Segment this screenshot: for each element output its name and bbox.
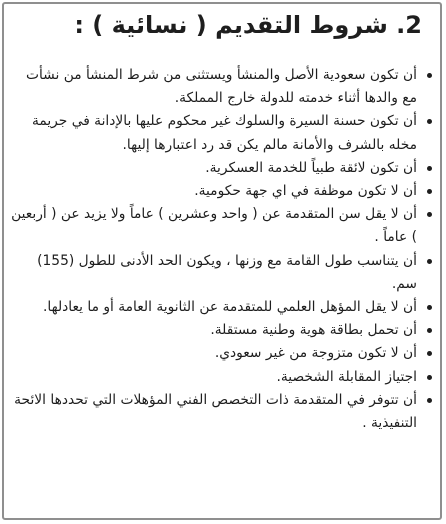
conditions-list bbox=[10, 64, 434, 435]
bullet-icon bbox=[427, 375, 432, 380]
condition-text: أن لا يقل سن المتقدمة عن ( واحد وعشرين ) عاماً ولا يزيد عن ( أربعين ) عاماً . bbox=[11, 206, 417, 246]
bullet-icon bbox=[427, 305, 432, 310]
list-item bbox=[10, 157, 434, 180]
condition-text: أن تكون سعودية الأصل والمنشأ ويستثنى من شرط المنشأ من نشأت مع والدها أثناء خدمته للدولة خارج المملكة. bbox=[25, 67, 417, 107]
bullet-icon bbox=[427, 398, 432, 403]
list-item bbox=[10, 319, 434, 342]
bullet-icon bbox=[427, 328, 432, 333]
condition-text: أن تحمل بطاقة هوية وطنية مستقلة. bbox=[210, 322, 417, 339]
bullet-icon bbox=[427, 351, 432, 356]
condition-text: اجتياز المقابلة الشخصية. bbox=[276, 368, 417, 385]
list-item bbox=[10, 180, 434, 203]
bullet-icon bbox=[427, 166, 432, 171]
condition-text: أن تتوفر في المتقدمة ذات التخصص الفني المؤهلات التي تحددها الائحة التنفيذية . bbox=[14, 391, 417, 432]
list-item bbox=[10, 366, 434, 389]
bullet-icon bbox=[427, 212, 432, 217]
bullet-icon bbox=[427, 73, 432, 78]
condition-text: أن لا يقل المؤهل العلمي للمتقدمة عن الثانوية العامة أو ما يعادلها. bbox=[43, 299, 417, 316]
list-item bbox=[10, 342, 434, 365]
list-item bbox=[10, 296, 434, 319]
condition-text: أن لا تكون موظفة في اي جهة حكومية. bbox=[194, 183, 417, 200]
condition-text: أن لا تكون متزوجة من غير سعودي. bbox=[214, 345, 417, 362]
condition-text: أن تكون حسنة السيرة والسلوك غير محكوم عليها بالإدانة في جريمة مخله بالشرف والأمانة مالم يكن قد رد اعتبارها إليها. bbox=[31, 113, 417, 153]
document-frame bbox=[2, 2, 442, 520]
list-item bbox=[10, 64, 434, 110]
list-item bbox=[10, 389, 434, 435]
list-item bbox=[10, 250, 434, 296]
condition-text: أن تكون لائقة طبياً للخدمة العسكرية. bbox=[205, 159, 417, 176]
list-item bbox=[10, 110, 434, 156]
bullet-icon bbox=[427, 119, 432, 124]
list-item bbox=[10, 203, 434, 249]
bullet-icon bbox=[427, 189, 432, 194]
condition-text: أن يتناسب طول القامة مع وزنها ، ويكون الحد الأدنى للطول (155) سم. bbox=[37, 252, 417, 292]
section-title: 2. شروط التقديم ( نسائية ) : bbox=[74, 11, 422, 39]
bullet-icon bbox=[427, 259, 432, 264]
